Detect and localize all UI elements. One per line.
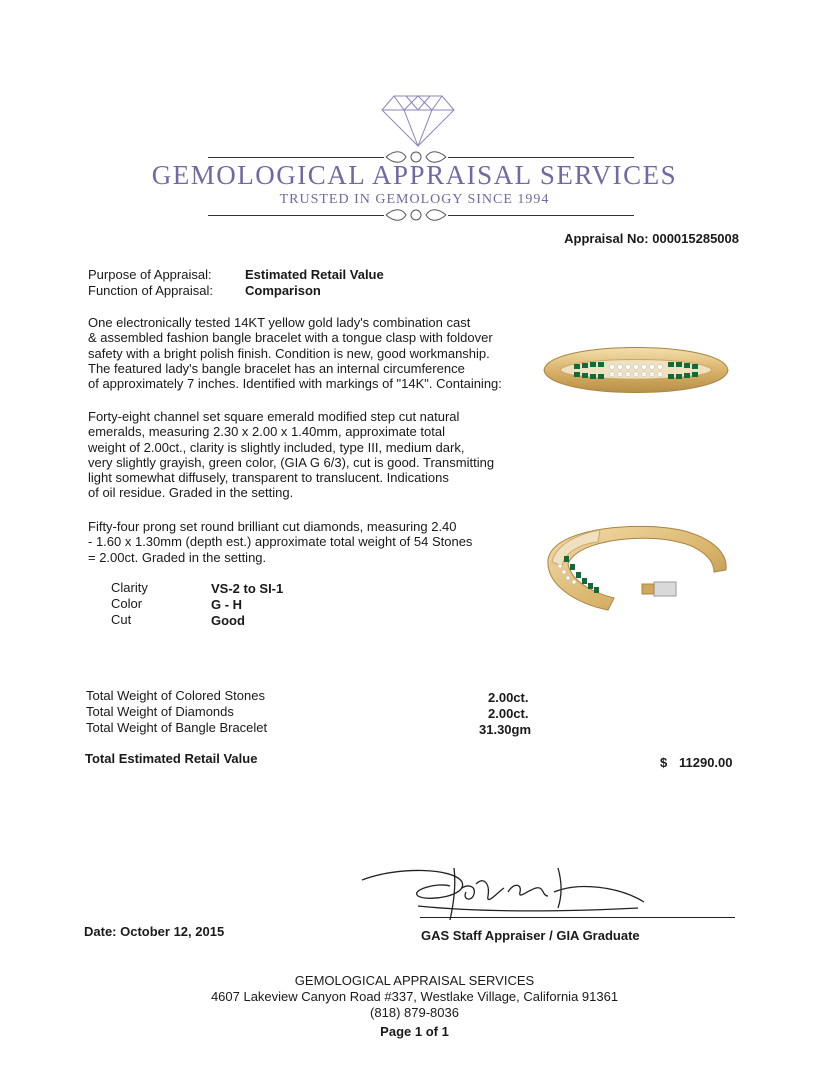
emerald-paragraph xyxy=(88,409,528,501)
total-currency: $ xyxy=(660,755,668,770)
footer-company: GEMOLOGICAL APPRAISAL SERVICES xyxy=(294,973,535,988)
description-line: of approximately 7 inches. Identified with markings of "14K". Containing: xyxy=(88,376,502,392)
diamond-line: - 1.60 x 1.30mm (depth est.) approximate total weight of 54 Stones xyxy=(88,534,473,550)
emerald-line: weight of 2.00ct., clarity is slightly included, type III, medium dark, xyxy=(88,439,465,455)
purpose-label: Purpose of Appraisal: xyxy=(88,267,212,282)
description-line: The featured lady's bangle bracelet has an internal circumference xyxy=(88,360,465,376)
bracelet-photo-front xyxy=(538,326,734,412)
company-name: GEMOLOGICAL APPRAISAL SERVICES xyxy=(151,160,678,190)
footer-address: 4607 Lakeview Canyon Road #337, Westlake Village, California 91361 xyxy=(210,989,619,1004)
description-line: & assembled fashion bangle bracelet with a tongue clasp with foldover xyxy=(88,330,493,346)
description-line: One electronically tested 14KT yellow gold lady's combination cast xyxy=(88,315,471,330)
grade-label-clarity: Clarity xyxy=(111,580,148,595)
grade-label-color: Color xyxy=(111,596,143,611)
signature-line xyxy=(420,917,735,918)
weight-label-colored-stones: Total Weight of Colored Stones xyxy=(86,688,265,703)
weight-value-bracelet: 31.30gm xyxy=(479,722,532,737)
function-label: Function of Appraisal: xyxy=(88,283,214,298)
weight-value-diamonds: 2.00ct. xyxy=(488,706,529,721)
header-rule-top-right xyxy=(448,157,634,158)
grade-value-cut: Good xyxy=(211,613,245,628)
emerald-line: very slightly grayish, green color, (GIA G 6/3), cut is good. Transmitting xyxy=(88,454,495,470)
appraisal-number: Appraisal No: 000015285008 xyxy=(564,231,739,246)
header-rule-top xyxy=(208,157,384,158)
diamond-paragraph xyxy=(88,519,528,565)
grade-value-clarity: VS-2 to SI-1 xyxy=(211,581,284,596)
signature-caption: GAS Staff Appraiser / GIA Graduate xyxy=(421,928,640,943)
weight-label-diamonds: Total Weight of Diamonds xyxy=(86,704,234,719)
grade-label-cut: Cut xyxy=(111,612,132,627)
diamond-line: Fifty-four prong set round brilliant cut diamonds, measuring 2.40 xyxy=(88,519,457,534)
description-line: safety with a bright polish finish. Condition is new, good workmanship. xyxy=(88,345,490,361)
emerald-line: emeralds, measuring 2.30 x 2.00 x 1.40mm, approximate total xyxy=(88,424,445,440)
weight-label-bracelet: Total Weight of Bangle Bracelet xyxy=(86,720,268,735)
emerald-line: of oil residue. Graded in the setting. xyxy=(88,485,294,501)
diamond-logo-icon xyxy=(380,94,456,148)
page-number: Page 1 of 1 xyxy=(380,1024,449,1039)
diamond-line: = 2.00ct. Graded in the setting. xyxy=(88,549,267,565)
emerald-line: light somewhat diffusely, transparent to translucent. Indications xyxy=(88,470,449,486)
grade-value-color: G - H xyxy=(211,597,243,612)
purpose-value: Estimated Retail Value xyxy=(245,267,384,282)
emerald-line: Forty-eight channel set square emerald modified step cut natural xyxy=(88,409,460,424)
bracelet-photo-open xyxy=(538,520,734,612)
appraisal-date: Date: October 12, 2015 xyxy=(84,924,225,939)
header-rule-bottom xyxy=(208,215,384,216)
function-value: Comparison xyxy=(245,283,321,298)
total-amount: 11290.00 xyxy=(679,755,733,770)
header-rule-bottom-right xyxy=(448,215,634,216)
description-paragraph xyxy=(88,315,528,391)
total-label: Total Estimated Retail Value xyxy=(85,751,258,766)
weight-value-colored-stones: 2.00ct. xyxy=(488,690,529,705)
ornament-icon xyxy=(384,206,448,224)
tagline: TRUSTED IN GEMOLOGY SINCE 1994 xyxy=(279,192,550,207)
footer-phone: (818) 879-8036 xyxy=(370,1005,459,1020)
